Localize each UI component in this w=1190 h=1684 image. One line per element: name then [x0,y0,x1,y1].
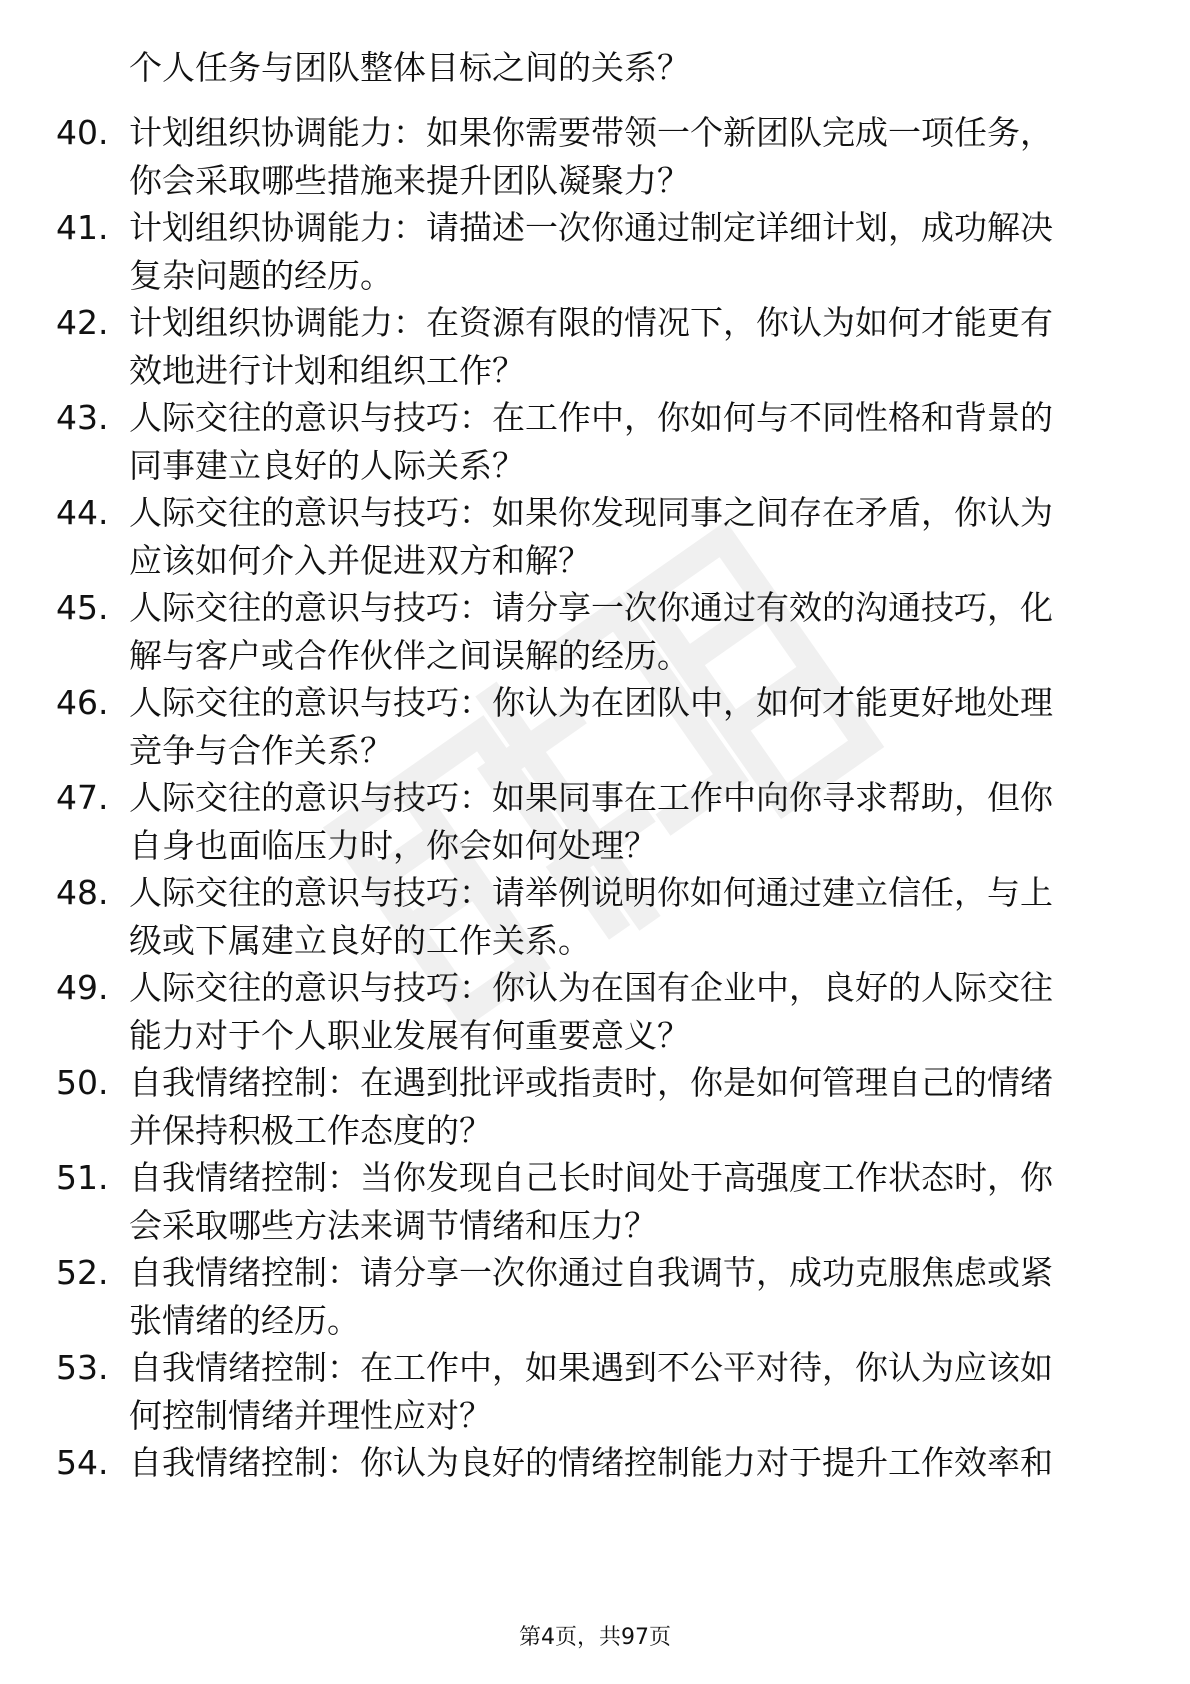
question-text [129,869,1129,965]
question-line: 会采取哪些方法来调节情绪和压力？ [129,1206,657,1245]
question-text [129,964,1129,1060]
question-text [129,299,1129,395]
question-number: 44. [56,493,109,532]
question-line: 自我情绪控制：请分享一次你通过自我调节，成功克服焦虑或紧 [129,1253,1053,1292]
question-text [129,489,1129,585]
question-text [129,1439,1129,1487]
question-text [129,584,1129,680]
question-number: 46. [56,683,109,722]
page-footer: 第4页，共97页 [519,1625,671,1650]
question-number: 54. [56,1443,109,1482]
question-number: 48. [56,873,109,912]
question-line: 计划组织协调能力：如果你需要带领一个新团队完成一项任务， [129,113,1053,152]
continuation-line: 个人任务与团队整体目标之间的关系？ [129,48,690,87]
question-number: 52. [56,1253,109,1292]
question-line: 同事建立良好的人际关系？ [129,446,525,485]
question-line: 你会采取哪些措施来提升团队凝聚力？ [129,161,690,200]
question-line: 人际交往的意识与技巧：请举例说明你如何通过建立信任，与上 [129,873,1053,912]
question-text [129,679,1129,775]
question-number: 41. [56,208,109,247]
question-text [129,204,1129,300]
question-text [129,1059,1129,1155]
question-line: 人际交往的意识与技巧：如果你发现同事之间存在矛盾，你认为 [129,493,1053,532]
question-line: 级或下属建立良好的工作关系。 [129,921,591,960]
question-number: 42. [56,303,109,342]
question-text [129,774,1129,870]
question-line: 张情绪的经历。 [129,1301,360,1340]
question-line: 计划组织协调能力：在资源有限的情况下，你认为如何才能更有 [129,303,1053,342]
question-text [129,1154,1129,1250]
question-line: 自我情绪控制：在遇到批评或指责时，你是如何管理自己的情绪 [129,1063,1053,1102]
question-line: 自身也面临压力时，你会如何处理？ [129,826,657,865]
question-number: 40. [56,113,109,152]
question-number: 51. [56,1158,109,1197]
question-line: 计划组织协调能力：请描述一次你通过制定详细计划，成功解决 [129,208,1053,247]
question-line: 人际交往的意识与技巧：你认为在国有企业中，良好的人际交往 [129,968,1053,1007]
question-number: 49. [56,968,109,1007]
question-line: 解与客户或合作伙伴之间误解的经历。 [129,636,690,675]
question-line: 并保持积极工作态度的？ [129,1111,492,1150]
question-text [129,394,1129,490]
question-line: 自我情绪控制：你认为良好的情绪控制能力对于提升工作效率和 [129,1443,1053,1482]
question-line: 人际交往的意识与技巧：如果同事在工作中向你寻求帮助，但你 [129,778,1053,817]
question-number: 47. [56,778,109,817]
question-line: 人际交往的意识与技巧：你认为在团队中，如何才能更好地处理 [129,683,1053,722]
question-number: 45. [56,588,109,627]
question-line: 自我情绪控制：当你发现自己长时间处于高强度工作状态时，你 [129,1158,1053,1197]
question-line: 人际交往的意识与技巧：在工作中，你如何与不同性格和背景的 [129,398,1053,437]
question-line: 能力对于个人职业发展有何重要意义？ [129,1016,690,1055]
question-text [129,1249,1129,1345]
question-number: 43. [56,398,109,437]
question-line: 复杂问题的经历。 [129,256,393,295]
question-line: 应该如何介入并促进双方和解？ [129,541,591,580]
question-line: 何控制情绪并理性应对？ [129,1396,492,1435]
question-line: 人际交往的意识与技巧：请分享一次你通过有效的沟通技巧，化 [129,588,1053,627]
question-line: 效地进行计划和组织工作？ [129,351,525,390]
question-number: 53. [56,1348,109,1387]
question-text [129,1344,1129,1440]
question-line: 自我情绪控制：在工作中，如果遇到不公平对待，你认为应该如 [129,1348,1053,1387]
question-number: 50. [56,1063,109,1102]
question-text [129,109,1129,205]
question-line: 竞争与合作关系？ [129,731,393,770]
